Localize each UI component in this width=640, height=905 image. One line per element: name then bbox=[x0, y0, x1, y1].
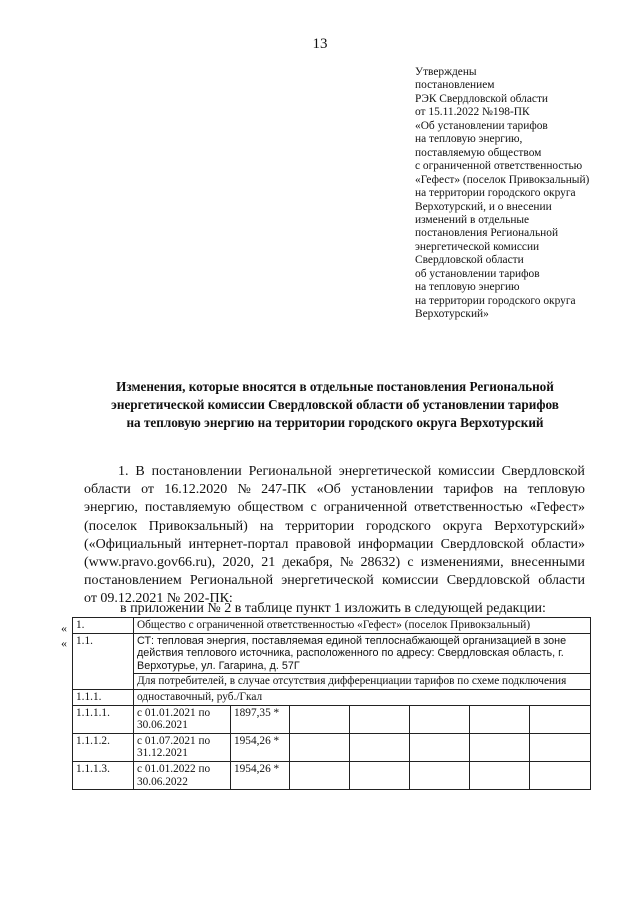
paragraph-word: тепловую bbox=[527, 482, 585, 498]
paragraph-word: от bbox=[141, 482, 155, 498]
approval-line: на тепловую энергию, bbox=[415, 133, 523, 146]
paragraph-word: Региональной bbox=[248, 464, 332, 479]
paragraph-word: декабря, bbox=[282, 555, 333, 571]
approval-line: Свердловской области bbox=[415, 254, 524, 267]
paragraph-word: постановлении bbox=[151, 464, 242, 479]
approval-line: с ограниченной ответственностью bbox=[415, 160, 583, 173]
paragraph-word: обществом bbox=[237, 500, 304, 516]
approval-line: энергетической комиссии bbox=[415, 240, 540, 253]
paragraph-word: В bbox=[135, 464, 145, 479]
approval-line: на территории городского округа bbox=[415, 187, 576, 200]
table-row bbox=[73, 733, 591, 761]
page-number: 13 bbox=[312, 36, 328, 52]
paragraph-word: («Официальный bbox=[84, 536, 182, 552]
tariff-value: 1954,26 * bbox=[231, 733, 290, 761]
paragraph-word: № bbox=[237, 482, 251, 498]
tariff-value: 1897,35 * bbox=[231, 705, 290, 733]
paragraph-word: 2020, bbox=[222, 555, 255, 571]
paragraph-word: Привокзальный) bbox=[148, 518, 248, 534]
paragraph-line bbox=[84, 481, 585, 499]
approval-line: на территории городского округа bbox=[415, 294, 576, 307]
paragraph-word: 28632) bbox=[360, 555, 401, 571]
table-row bbox=[73, 674, 591, 690]
paragraph-word: изменениями, bbox=[420, 555, 504, 571]
paragraph-word: области bbox=[84, 482, 131, 498]
paragraph-word: постановлением bbox=[84, 573, 182, 589]
paragraph-word: на bbox=[503, 482, 518, 498]
table-row bbox=[73, 633, 591, 674]
title-line: Изменения, которые вносятся в отдельные постановления Региональной bbox=[116, 379, 554, 394]
table-row bbox=[73, 705, 591, 733]
organization-cell: Общество с ограниченной ответственностью «Гефест» (поселок Привокзальный) bbox=[134, 618, 591, 634]
tariff-type: одноставочный, руб./Гкал bbox=[134, 689, 591, 705]
paragraph-line bbox=[84, 518, 585, 536]
tariff-value: 1954,26 * bbox=[231, 761, 290, 789]
paragraph-line: от 09.12.2021 № 202-ПК: bbox=[84, 591, 233, 607]
paragraph-word: (поселок bbox=[84, 518, 137, 534]
paragraph-word: интернет-портал bbox=[188, 536, 289, 552]
paragraph-word: ответственностью bbox=[414, 500, 523, 516]
paragraph-word: области bbox=[538, 573, 585, 589]
table-row bbox=[73, 761, 591, 789]
period-cell: с 01.07.2021 по 31.12.2021 bbox=[134, 733, 231, 761]
paragraph-word: Региональной bbox=[189, 573, 274, 589]
paragraph-word: комиссии bbox=[381, 573, 439, 589]
paragraph-word: 247-ПК bbox=[261, 482, 307, 498]
paragraph-word: внесенными bbox=[510, 555, 585, 571]
paragraph-word: Верхотурский» bbox=[494, 518, 585, 534]
consumer-category: Для потребителей, в случае отсутствия дифференциации тарифов по схеме подключения bbox=[134, 674, 591, 690]
approval-line: «Гефест» (поселок Привокзальный) bbox=[415, 173, 590, 186]
paragraph-line bbox=[84, 499, 585, 517]
opening-quote-mark: « bbox=[61, 636, 67, 650]
approval-line: Верхотурский, и о внесении bbox=[415, 200, 552, 213]
paragraph-word: ограниченной bbox=[323, 500, 408, 516]
paragraph-line bbox=[84, 554, 585, 572]
amendment-paragraph bbox=[84, 463, 585, 609]
paragraph-word: поставляемую bbox=[144, 500, 231, 516]
paragraph-word: с bbox=[310, 500, 317, 516]
paragraph-line bbox=[84, 463, 585, 481]
approval-line: постановления Региональной bbox=[415, 227, 559, 240]
title-line: энергетической комиссии Свердловской области об установлении тарифов bbox=[111, 397, 559, 412]
paragraph-word: 16.12.2020 bbox=[164, 482, 228, 498]
row-number: 1.1.1. bbox=[73, 689, 134, 705]
paragraph-word: городского bbox=[366, 518, 431, 534]
table-row bbox=[73, 689, 591, 705]
paragraph-word: комиссии bbox=[438, 464, 495, 479]
paragraph-word: энергетической bbox=[338, 464, 432, 479]
approval-line: изменений в отдельные bbox=[415, 213, 530, 226]
paragraph-word: «Об bbox=[316, 482, 341, 498]
approval-line: поставляемую обществом bbox=[415, 146, 542, 159]
paragraph-word: Свердловской bbox=[501, 464, 585, 479]
paragraph-word: области» bbox=[531, 536, 585, 552]
paragraph-line bbox=[84, 536, 585, 554]
paragraph-word: «Гефест» bbox=[529, 500, 585, 516]
appendix-instruction: в приложении № 2 в таблице пункт 1 изложить в следующей редакции: bbox=[120, 601, 546, 616]
paragraph-word: тарифов bbox=[443, 482, 494, 498]
paragraph-word: 21 bbox=[261, 555, 276, 571]
approval-block bbox=[415, 66, 637, 322]
approval-line: на тепловую энергию bbox=[415, 281, 520, 294]
row-number: 1.1.1.3. bbox=[73, 761, 134, 789]
row-number: 1.1.1.2. bbox=[73, 733, 134, 761]
paragraph-word: (www.pravo.gov66.ru), bbox=[84, 555, 216, 571]
paragraph-word: с bbox=[407, 555, 414, 571]
opening-quote-mark: « bbox=[61, 621, 67, 635]
document-title bbox=[70, 378, 600, 432]
paragraph-word: правовой bbox=[295, 536, 351, 552]
approval-line: об установлении тарифов bbox=[415, 267, 540, 280]
approval-line: от 15.11.2022 №198-ПК bbox=[415, 106, 530, 119]
period-cell: с 01.01.2022 по 30.06.2022 bbox=[134, 761, 231, 789]
approval-line: постановлением bbox=[415, 79, 495, 92]
paragraph-word: округа bbox=[442, 518, 483, 534]
title-line: на тепловую энергию на территории городского округа Верхотурский bbox=[126, 415, 544, 430]
row-number: 1.1. bbox=[73, 633, 134, 689]
paragraph-word: информации bbox=[358, 536, 434, 552]
table-row bbox=[73, 618, 591, 634]
approval-line: «Об установлении тарифов bbox=[415, 119, 548, 132]
tariff-table bbox=[72, 617, 591, 790]
paragraph-word: Свердловской bbox=[440, 536, 524, 552]
paragraph-word: установлении bbox=[351, 482, 434, 498]
paragraph-word: энергетической bbox=[281, 573, 374, 589]
paragraph-word: энергию, bbox=[84, 500, 138, 516]
paragraph-line bbox=[84, 572, 585, 590]
approval-line: РЭК Свердловской области bbox=[415, 92, 549, 105]
paragraph-word: Свердловской bbox=[446, 573, 531, 589]
paragraph-word: на bbox=[259, 518, 274, 534]
paragraph-word: № bbox=[339, 555, 354, 571]
row-number: 1.1.1.1. bbox=[73, 705, 134, 733]
approval-line: Верхотурский» bbox=[415, 308, 489, 321]
paragraph-word: территории bbox=[285, 518, 355, 534]
heat-supply-description: СТ: тепловая энергия, поставляемая единой теплоснабжающей организацией в зоне действия теплового источника, расположенного по адресу: Свердловская область, г. Верхотурье, ул. Гагарина, д. 57Г bbox=[134, 633, 591, 674]
paragraph-word: 1. bbox=[118, 464, 129, 479]
approval-line: Утверждены bbox=[415, 66, 477, 78]
period-cell: с 01.01.2021 по 30.06.2021 bbox=[134, 705, 231, 733]
row-number: 1. bbox=[73, 618, 134, 634]
